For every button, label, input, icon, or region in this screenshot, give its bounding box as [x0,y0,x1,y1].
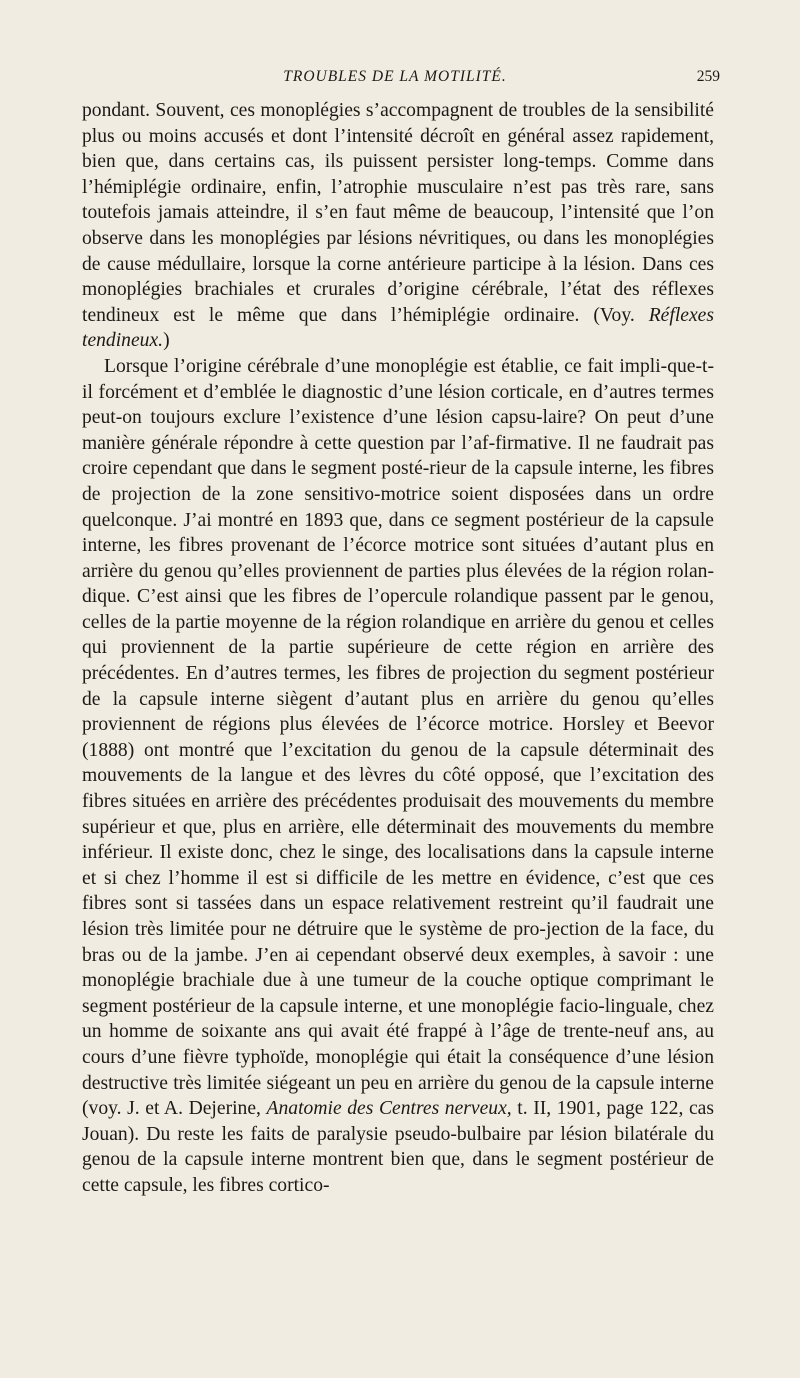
body-text [82,98,714,1199]
running-title: TROUBLES DE LA MOTILITÉ. [283,68,507,85]
paragraph-text: t. II, 1901, page 122, cas Jouan). Du reste les faits de paralysie pseudo-bulbaire par lésion bilatérale du genou de la capsule interne montrent bien que, dans le segment postérieur de cette capsule, les fibres cortico- [82,1098,714,1196]
cross-reference: Réflexes tendineux. [82,304,714,352]
paragraph-text: ) [163,330,170,352]
page-number: 259 [696,68,720,85]
paragraph-text: Lorsque l’origine cérébrale d’une monoplégie est établie, ce fait impli-que-t-il forcément et d’emblée le diagnostic d’une lésion corticale, en d’autres termes peut-on toujours exclure l’existence d’une lésion capsu-laire? On peut d’une manière générale répondre à cette question par l’af-firmative. Il ne faudrait pas croire cependant que dans le segment posté-rieur de la capsule interne, les fibres de projection de la zone sensitivo-motrice soient disposées dans un ordre quelconque. J’ai montré en 1893 que, dans ce segment postérieur de la capsule interne, les fibres provenant de l’écorce motrice sont situées d’autant plus en arrière du genou qu’elles proviennent de parties plus élevées de la région rolan-dique. C’est ainsi que les fibres de l’opercule rolandique passent par le genou, celles de la partie moyenne de la région rolandique en arrière du genou et celles qui proviennent de la partie supérieure de cette région en arrière des précédentes. En d’autres termes, les fibres de projection du segment postérieur de la capsule interne siègent d’autant plus en arrière du genou qu’elles proviennent de régions plus élevées de l’écorce motrice. Horsley et Beevor (1888) ont montré que l’excitation du genou de la capsule déterminait des mouvements de la langue et des lèvres du côté opposé, que l’excitation des fibres situées en arrière des précédentes produisait des mouvements du membre supérieur et que, plus en arrière, elle déterminait des mouvements du membre inférieur. Il existe donc, chez le singe, des localisations dans la capsule interne et si chez l’homme il est si difficile de les mettre en évidence, c’est que ces fibres sont si tassées dans un espace relativement restreint qu’il faudrait une lésion très limitée pour ne détruire que le système de pro-jection de la face, du bras ou de la jambe. J’en ai cependant observé deux exemples, à savoir : une monoplégie brachiale due à une tumeur de la couche optique comprimant le segment postérieur de la capsule interne, et une monoplégie facio-linguale, chez un homme de soixante ans qui avait été frappé à l’âge de trente-neuf ans, au cours d’une fièvre typhoïde, monoplégie qui était la conséquence d’une lésion destructive très limitée siégeant un peu en arrière du genou de la capsule interne (voy. J. et A. Dejerine, [82,355,714,1120]
running-head [70,68,720,94]
paragraph-text: pondant. Souvent, ces monoplégies s’accompagnent de troubles de la sensibilité plus ou moins accusés et dont l’intensité décroît en général assez rapidement, bien que, dans certains cas, ils puissent persister long-temps. Comme dans l’hémiplégie ordinaire, enfin, l’atrophie musculaire n’est pas très rare, sans toutefois jamais atteindre, il s’en faut même de beaucoup, l’intensité que l’on observe dans les monoplégies par lésions névritiques, ou dans les monoplégies de cause médullaire, lorsque la corne antérieure participe à la lésion. Dans ces monoplégies brachiales et crurales d’origine cérébrale, l’état des réflexes tendineux est le même que dans l’hémiplégie ordinaire. (Voy. [82,100,714,326]
paragraph-continuation [82,98,714,354]
paragraph [82,354,714,1199]
book-title-reference: Anatomie des Centres nerveux, [266,1098,512,1120]
